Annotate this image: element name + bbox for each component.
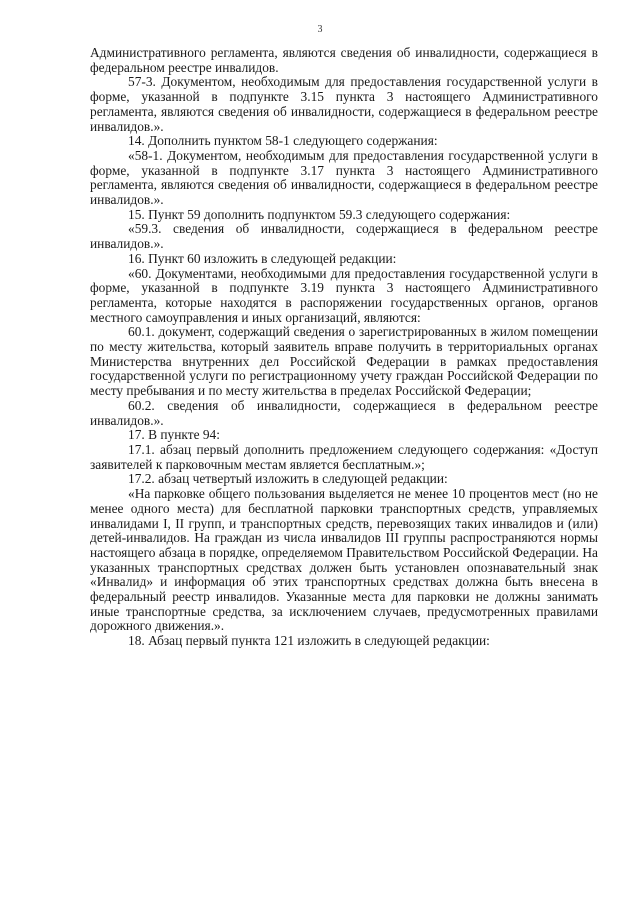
page-number: 3	[317, 24, 323, 35]
paragraph: «60. Документами, необходимыми для предоставления государственной услуги в форме, указанной в подпункте 3.19 пункта 3 настоящего Административного регламента, которые находятся в распоряжении государственных органов, органов местного самоуправления и иных организаций, являются:	[90, 265, 598, 325]
paragraph: Административного регламента, являются сведения об инвалидности, содержащиеся в федеральном реестре инвалидов.	[90, 45, 598, 75]
paragraph: 18. Абзац первый пункта 121 изложить в следующей редакции:	[128, 633, 490, 649]
paragraph: 14. Дополнить пунктом 58-1 следующего содержания:	[128, 133, 438, 149]
paragraph: 60.1. документ, содержащий сведения о зарегистрированных в жилом помещении по месту жительства, который заявитель вправе получить в территориальных органах Министерства внутренних дел Российской Федерации в рамках предоставления государственной услуги по регистрационному учету граждан Российской Федерации по месту пребывания и по месту жительства в пределах Российской Федерации;	[90, 324, 598, 399]
paragraph: «59.3. сведения об инвалидности, содержащиеся в федеральном реестре инвалидов.».	[90, 221, 598, 252]
document-body	[90, 46, 598, 649]
paragraph: «На парковке общего пользования выделяется не менее 10 процентов мест (но не менее одного места) для бесплатной парковки транспортных средств, управляемых инвалидами I, II групп, и транспортных средств, перевозящих таких инвалидов и (или) детей-инвалидов. На граждан из числа инвалидов III группы распространяются нормы настоящего абзаца в порядке, определяемом Правительством Российской Федерации. На указанных транспортных средствах должен быть установлен опознавательный знак «Инвалид» и информация об этих транспортных средствах должна быть внесена в федеральный реестр инвалидов. Указанные места для парковки не должны занимать иные транспортные средства, за исключением случаев, предусмотренных правилами дорожного движения.».	[90, 486, 598, 634]
paragraph: 60.2. сведения об инвалидности, содержащиеся в федеральном реестре инвалидов.».	[90, 397, 598, 428]
paragraph: 17.2. абзац четвертый изложить в следующей редакции:	[128, 471, 448, 487]
paragraph: 17.1. абзац первый дополнить предложением следующего содержания: «Доступ заявителей к парковочным местам является бесплатным.»;	[90, 441, 598, 472]
paragraph: 57-3. Документом, необходимым для предоставления государственной услуги в форме, указанной в подпункте 3.15 пункта 3 настоящего Административного регламента, являются сведения об инвалидности, содержащиеся в федеральном реестре инвалидов.».	[90, 74, 598, 134]
paragraph: 17. В пункте 94:	[128, 427, 220, 443]
paragraph: 15. Пункт 59 дополнить подпунктом 59.3 следующего содержания:	[128, 206, 511, 222]
paragraph: «58-1. Документом, необходимым для предоставления государственной услуги в форме, указанной в подпункте 3.17 пункта 3 настоящего Административного регламента, являются сведения об инвалидности, содержащиеся в федеральном реестре инвалидов.».	[90, 147, 598, 208]
paragraph: 16. Пункт 60 изложить в следующей редакции:	[128, 250, 397, 266]
